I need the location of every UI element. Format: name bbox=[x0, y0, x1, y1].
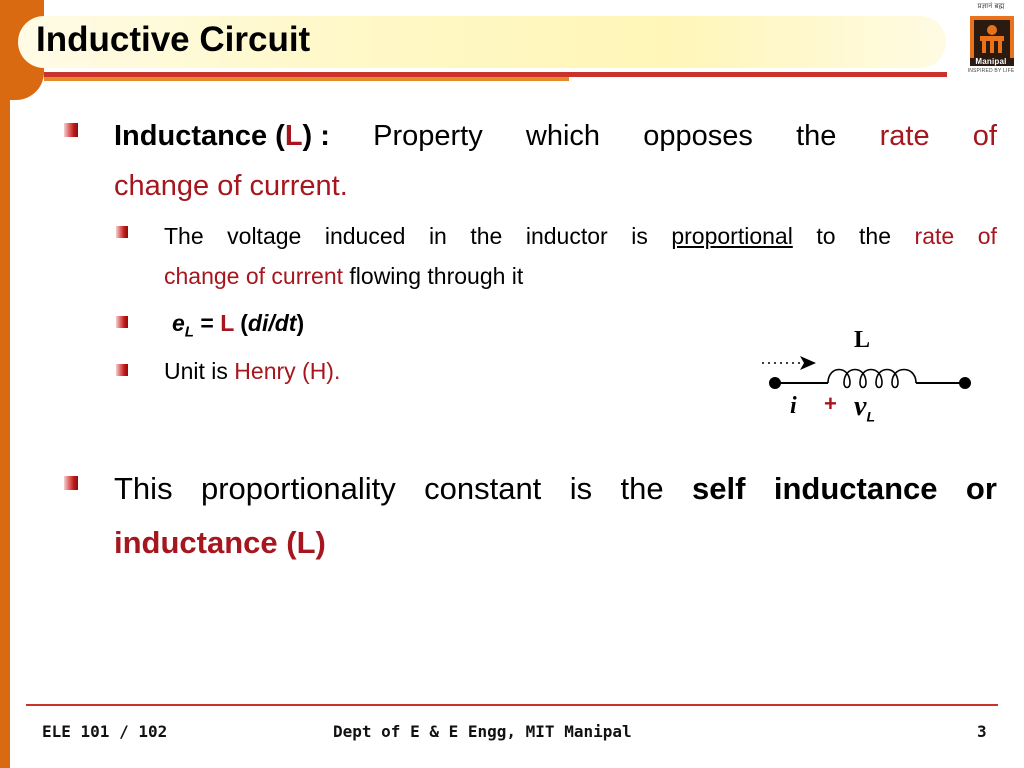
word: or bbox=[965, 471, 997, 506]
word: is bbox=[631, 223, 648, 249]
word: constant bbox=[424, 471, 542, 506]
word: induced bbox=[324, 223, 406, 249]
symbol-L: L bbox=[284, 120, 303, 152]
current-arrow-head bbox=[800, 356, 816, 370]
word: the bbox=[470, 223, 503, 249]
eq-close: ) bbox=[296, 310, 305, 336]
word: inductance bbox=[773, 471, 938, 506]
label-plus: + bbox=[824, 391, 837, 416]
word: rate bbox=[914, 223, 955, 249]
eq-equals: = bbox=[193, 310, 221, 336]
phrase-change-of-current: change of current bbox=[164, 263, 344, 289]
logo-tagline: INSPIRED BY LIFE bbox=[967, 68, 1015, 74]
bullet-inductance bbox=[114, 111, 997, 211]
word-proportional: proportional bbox=[671, 223, 793, 249]
term-inductance-L: inductance (L) bbox=[114, 525, 326, 560]
logo-name: Manipal bbox=[975, 57, 1007, 66]
footer-divider bbox=[26, 704, 998, 706]
word: the bbox=[620, 471, 664, 506]
unit-henry: Henry (H). bbox=[234, 358, 341, 384]
sub-bullet-voltage bbox=[164, 216, 997, 296]
label-i: i bbox=[790, 393, 797, 419]
word: self bbox=[692, 471, 746, 506]
sub-bullet-icon bbox=[116, 316, 128, 328]
word: of bbox=[977, 223, 997, 249]
left-accent-bar bbox=[0, 0, 10, 768]
label-L: L bbox=[854, 327, 871, 353]
footer-course: ELE 101 / 102 bbox=[42, 722, 168, 741]
inductor-diagram bbox=[752, 325, 982, 435]
term-inductance: Inductance bbox=[114, 120, 268, 152]
paren-close: ) : bbox=[302, 120, 330, 152]
word: to bbox=[816, 223, 836, 249]
word: The bbox=[164, 223, 204, 249]
word: of bbox=[972, 120, 997, 152]
phrase-flowing: flowing through it bbox=[343, 263, 524, 289]
footer-page-number: 3 bbox=[977, 722, 987, 741]
word: the bbox=[796, 120, 837, 152]
word: is bbox=[569, 471, 593, 506]
equation bbox=[172, 305, 304, 351]
label-v bbox=[854, 391, 875, 425]
word: the bbox=[859, 223, 892, 249]
eq-e: e bbox=[172, 310, 185, 336]
paren-open: ( bbox=[275, 120, 285, 152]
unit-prefix: Unit is bbox=[164, 358, 235, 384]
eq-open: ( bbox=[233, 310, 248, 336]
inductor-coil bbox=[828, 370, 916, 388]
bullet-icon bbox=[64, 476, 78, 490]
word: This bbox=[114, 471, 173, 506]
word: rate bbox=[879, 120, 930, 152]
word: in bbox=[428, 223, 447, 249]
word: Property bbox=[373, 120, 483, 152]
word: proportionality bbox=[200, 471, 396, 506]
label-v-letter: v bbox=[854, 391, 867, 422]
logo-motto: प्रज्ञानं ब्रह्म bbox=[977, 3, 1005, 10]
word: opposes bbox=[643, 120, 753, 152]
sub-bullet-icon bbox=[116, 226, 128, 238]
eq-L: L bbox=[220, 310, 234, 336]
label-v-subscript: L bbox=[866, 408, 875, 425]
title-underline-accent bbox=[44, 77, 569, 81]
word: which bbox=[525, 120, 601, 152]
sub-bullet-unit bbox=[164, 353, 340, 389]
sub-bullet-icon bbox=[116, 364, 128, 376]
eq-didt: di/dt bbox=[247, 310, 297, 336]
word: voltage bbox=[227, 223, 302, 249]
bullet-self-inductance bbox=[114, 462, 997, 570]
word: inductor bbox=[525, 223, 608, 249]
footer-department: Dept of E & E Engg, MIT Manipal bbox=[333, 722, 632, 741]
slide-title: Inductive Circuit bbox=[36, 20, 311, 59]
eq-subscript: L bbox=[184, 323, 194, 341]
definition-continuation: change of current. bbox=[114, 170, 348, 202]
bullet-icon bbox=[64, 123, 78, 137]
